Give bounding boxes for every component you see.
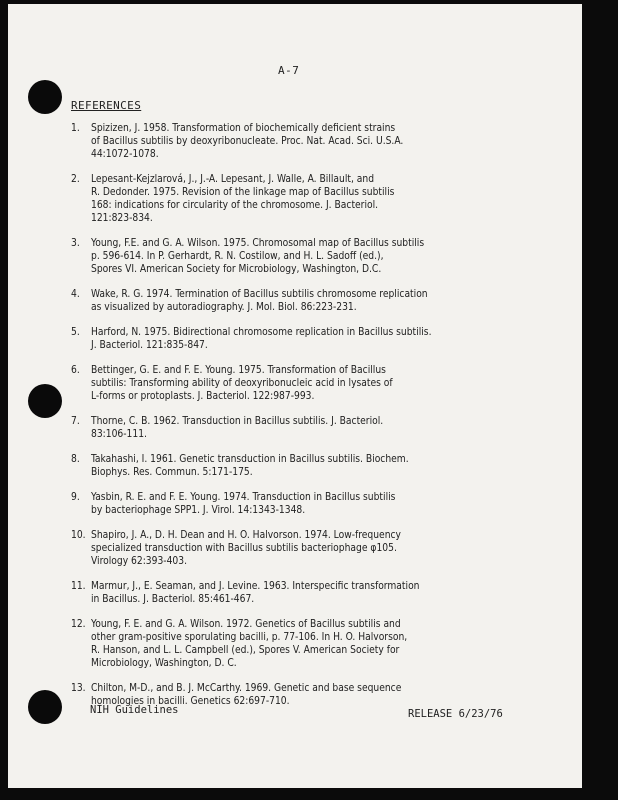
reference-line: Spores VI. American Society for Microbiology, Washington, D.C. bbox=[91, 264, 382, 275]
reference-line: Marmur, J., E. Seaman, and J. Levine. 1963. Interspecific transformation bbox=[91, 581, 420, 592]
references-heading: REFERENCES bbox=[71, 99, 142, 112]
reference-line: Young, F.E. and G. A. Wilson. 1975. Chromosomal map of Bacillus subtilis bbox=[91, 238, 425, 249]
reference-line: Thorne, C. B. 1962. Transduction in Bacillus subtilis. J. Bacteriol. bbox=[91, 416, 384, 427]
reference-number: 9. bbox=[71, 492, 80, 503]
punch-hole-middle bbox=[28, 384, 62, 418]
reference-line: in Bacillus. J. Bacteriol. 85:461-467. bbox=[91, 594, 255, 605]
reference-line: Chilton, M-D., and B. J. McCarthy. 1969. Genetic and base sequence bbox=[91, 683, 402, 694]
reference-number: 2. bbox=[71, 174, 80, 185]
reference-item bbox=[71, 122, 551, 161]
reference-number: 1. bbox=[71, 123, 80, 134]
reference-line: R. Hanson, and L. L. Campbell (ed.), Spores V. American Society for bbox=[91, 645, 400, 656]
reference-line: subtilis: Transforming ability of deoxyribonucleic acid in lysates of bbox=[91, 378, 393, 389]
reference-item bbox=[71, 618, 551, 670]
reference-item bbox=[71, 237, 551, 276]
reference-list bbox=[71, 122, 551, 720]
reference-item bbox=[71, 326, 551, 352]
reference-item bbox=[71, 415, 551, 441]
reference-number: 11. bbox=[71, 581, 86, 592]
reference-line: L-forms or protoplasts. J. Bacteriol. 122:987-993. bbox=[91, 391, 315, 402]
reference-line: other gram-positive sporulating bacilli, p. 77-106. In H. O. Halvorson, bbox=[91, 632, 408, 643]
reference-line: by bacteriophage SPP1. J. Virol. 14:1343-1348. bbox=[91, 505, 306, 516]
reference-number: 3. bbox=[71, 238, 80, 249]
reference-line: specialized transduction with Bacillus subtilis bacteriophage φ105. bbox=[91, 543, 397, 554]
reference-number: 4. bbox=[71, 289, 80, 300]
reference-item bbox=[71, 529, 551, 568]
reference-line: Yasbin, R. E. and F. E. Young. 1974. Transduction in Bacillus subtilis bbox=[91, 492, 396, 503]
reference-line: 44:1072-1078. bbox=[91, 149, 159, 160]
footer-release-date: RELEASE 6/23/76 bbox=[408, 708, 503, 720]
reference-number: 12. bbox=[71, 619, 86, 630]
document-page bbox=[8, 4, 582, 788]
reference-number: 8. bbox=[71, 454, 80, 465]
reference-item bbox=[71, 580, 551, 606]
reference-item bbox=[71, 173, 551, 225]
reference-line: Harford, N. 1975. Bidirectional chromosome replication in Bacillus subtilis. bbox=[91, 327, 432, 338]
reference-item bbox=[71, 364, 551, 403]
reference-number: 13. bbox=[71, 683, 86, 694]
reference-line: Takahashi, I. 1961. Genetic transduction in Bacillus subtilis. Biochem. bbox=[91, 454, 409, 465]
reference-number: 5. bbox=[71, 327, 80, 338]
footer-guidelines: NIH Guidelines bbox=[90, 704, 179, 716]
reference-line: as visualized by autoradiography. J. Mol. Biol. 86:223-231. bbox=[91, 302, 357, 313]
reference-line: Microbiology, Washington, D. C. bbox=[91, 658, 237, 669]
reference-line: 83:106-111. bbox=[91, 429, 147, 440]
reference-line: 168: indications for circularity of the chromosome. J. Bacteriol. bbox=[91, 200, 379, 211]
reference-line: J. Bacteriol. 121:835-847. bbox=[91, 340, 208, 351]
reference-item bbox=[71, 453, 551, 479]
reference-line: p. 596-614. In P. Gerhardt, R. N. Costilow, and H. L. Sadoff (ed.), bbox=[91, 251, 384, 262]
punch-hole-top bbox=[28, 80, 62, 114]
reference-number: 7. bbox=[71, 416, 80, 427]
reference-line: Bettinger, G. E. and F. E. Young. 1975. Transformation of Bacillus bbox=[91, 365, 386, 376]
reference-line: homologies in bacilli. Genetics 62:697-710. bbox=[91, 696, 290, 707]
reference-number: 10. bbox=[71, 530, 86, 541]
reference-item bbox=[71, 288, 551, 314]
reference-item bbox=[71, 491, 551, 517]
reference-line: R. Dedonder. 1975. Revision of the linkage map of Bacillus subtilis bbox=[91, 187, 395, 198]
punch-hole-bottom bbox=[28, 690, 62, 724]
reference-line: Biophys. Res. Commun. 5:171-175. bbox=[91, 467, 253, 478]
reference-line: Wake, R. G. 1974. Termination of Bacillus subtilis chromosome replication bbox=[91, 289, 428, 300]
reference-line: Lepesant-Kejzlarová, J., J.-A. Lepesant, J. Walle, A. Billault, and bbox=[91, 174, 375, 185]
page-number: A-7 bbox=[278, 64, 300, 77]
reference-line: Virology 62:393-403. bbox=[91, 556, 187, 567]
reference-number: 6. bbox=[71, 365, 80, 376]
reference-line: Shapiro, J. A., D. H. Dean and H. O. Halvorson. 1974. Low-frequency bbox=[91, 530, 401, 541]
reference-line: Spizizen, J. 1958. Transformation of biochemically deficient strains bbox=[91, 123, 396, 134]
reference-line: of Bacillus subtilis by deoxyribonucleate. Proc. Nat. Acad. Sci. U.S.A. bbox=[91, 136, 404, 147]
reference-line: Young, F. E. and G. A. Wilson. 1972. Genetics of Bacillus subtilis and bbox=[91, 619, 401, 630]
reference-line: 121:823-834. bbox=[91, 213, 153, 224]
